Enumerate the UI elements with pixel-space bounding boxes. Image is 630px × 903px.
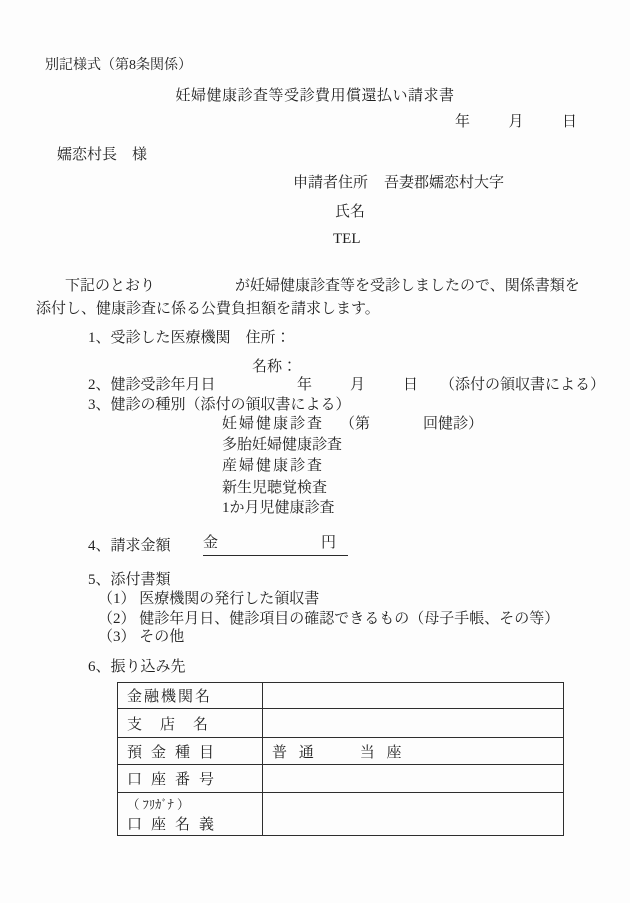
applicant-address-value: 吾妻郡嬬恋村大字: [384, 175, 505, 191]
item-6-label: 6、振り込み先: [88, 659, 186, 675]
amount-prefix: 金: [203, 535, 219, 551]
amount-field: [203, 534, 348, 556]
item-2-note: （添付の領収書による）: [440, 377, 606, 393]
bank-row-account-number: [118, 765, 564, 793]
item-4-label: 4、請求金額: [88, 538, 171, 554]
item-2-date-fields: [297, 376, 418, 394]
item-2-label: 2、健診受診年月日: [88, 377, 216, 393]
intro-line-2: 添付し、健康診査に係る公費負担額を請求します。: [36, 301, 380, 317]
day-label: 日: [561, 114, 577, 130]
item-1: 1、受診した医療機関 住所：: [88, 330, 291, 346]
applicant-name-label: 氏名: [335, 204, 366, 220]
account-type-label: 預金種目: [127, 744, 224, 761]
item-2-year-label: 年: [297, 377, 313, 393]
intro-line-1-after: が妊婦健康診査等を受診しましたので、関係書類を: [235, 278, 580, 294]
form-note: 別記様式（第8条関係）: [45, 58, 192, 73]
page-title: 妊婦健康診査等受診費用償還払い請求書: [175, 88, 455, 104]
amount-suffix: 円: [320, 535, 336, 551]
applicant-address-line: [293, 174, 504, 192]
month-label: 月: [508, 114, 524, 130]
attachment-line-3: （3） その他: [98, 629, 185, 645]
checkup-type-row-1: [222, 415, 483, 433]
account-holder-label: 口座名義: [127, 816, 224, 833]
year-label: 年: [455, 114, 471, 130]
bank-row-branch: [118, 709, 564, 738]
checkup-count-open: （第: [340, 416, 371, 432]
bank-row-account-type: [118, 738, 564, 765]
checkup-count-close: 回健診）: [423, 416, 484, 432]
intro-line-1: [65, 277, 580, 295]
account-number-value-cell: [263, 765, 564, 793]
item-2-month-label: 月: [349, 377, 365, 393]
bank-row-institution: [118, 683, 564, 709]
applicant-address-label: 申請者住所: [293, 175, 369, 191]
item-5-label: 5、添付書類: [88, 572, 171, 588]
account-type-option-touza: 当 座: [359, 744, 406, 761]
account-type-option-futsuu: 普 通: [272, 744, 318, 761]
attachment-line-1: （1） 医療機関の発行した領収書: [98, 591, 320, 607]
account-holder-value-cell: [263, 793, 564, 836]
branch-label: 支店名: [127, 716, 227, 733]
item-1-name-line: 名称：: [252, 359, 298, 375]
branch-value-cell: [263, 709, 564, 738]
date-line: [455, 113, 577, 131]
institution-label: 金融機関名: [127, 689, 213, 705]
checkup-type-2: 多胎妊婦健康診査: [222, 437, 343, 453]
item-2-day-label: 日: [402, 377, 418, 393]
bank-transfer-table: [117, 682, 564, 836]
bank-row-account-holder: [118, 793, 564, 836]
furigana-label: （ ﾌﾘｶﾞﾅ ）: [127, 797, 190, 812]
account-type-value-cell: [263, 738, 564, 765]
attachment-line-2: （2） 健診年月日、健診項目の確認できるもの（母子手帳、その等）: [98, 611, 560, 627]
item-3-label: 3、健診の種別（添付の領収書による）: [88, 397, 351, 413]
checkup-type-3: 産婦健康診査: [222, 458, 325, 474]
checkup-type-1: 妊婦健康診査: [222, 416, 325, 432]
checkup-type-4: 新生児聴覚検査: [222, 480, 328, 496]
account-number-label: 口座番号: [127, 772, 224, 788]
addressee: 嬬恋村長 様: [57, 147, 148, 163]
intro-line-1-before: 下記のとおり: [65, 278, 156, 294]
applicant-tel-label: TEL: [333, 231, 361, 247]
institution-value-cell: [263, 683, 564, 709]
checkup-type-5: 1か月児健康診査: [222, 500, 335, 516]
